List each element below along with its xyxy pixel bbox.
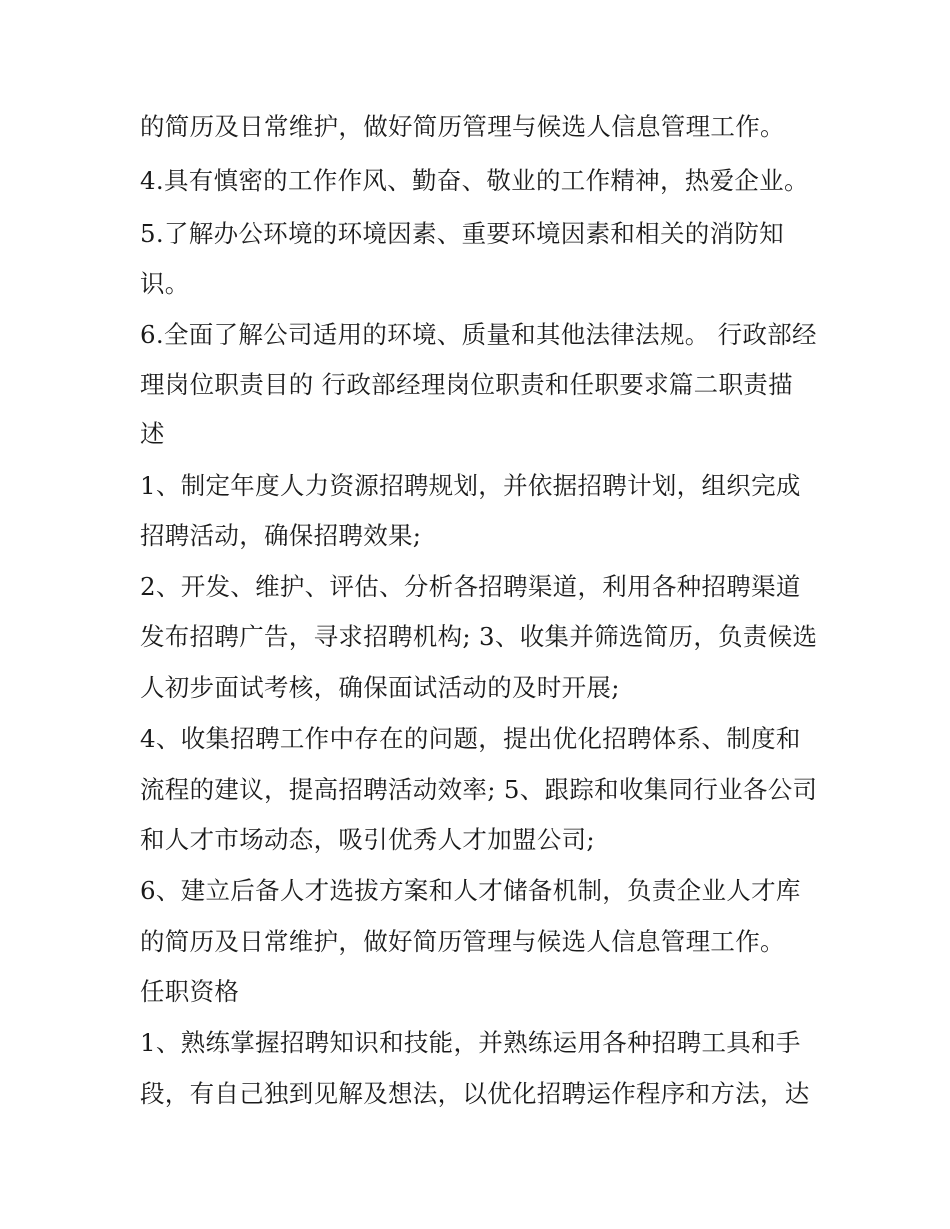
text-line: 招聘活动，确保招聘效果; bbox=[140, 521, 422, 550]
text-line: 6.全面了解公司适用的环境、质量和其他法律法规。 行政部经 bbox=[140, 320, 817, 349]
text-line: 5.了解办公环境的环境因素、重要环境因素和相关的消防知 bbox=[140, 219, 784, 248]
text-line: 2、开发、维护、评估、分析各招聘渠道，利用各种招聘渠道 bbox=[140, 572, 801, 601]
text-line: 1、熟练掌握招聘知识和技能，并熟练运用各种招聘工具和手 bbox=[140, 1028, 801, 1057]
text-line: 和人才市场动态，吸引优秀人才加盟公司; bbox=[140, 825, 595, 854]
text-line: 4.具有慎密的工作作风、勤奋、敬业的工作精神，热爱企业。 bbox=[140, 166, 809, 195]
text-line: 人初步面试考核，确保面试活动的及时开展; bbox=[140, 673, 620, 702]
text-line: 识。 bbox=[140, 269, 190, 298]
text-line: 段，有自己独到见解及想法，以优化招聘运作程序和方法，达 bbox=[140, 1079, 810, 1108]
text-line: 的简历及日常维护，做好简历管理与候选人信息管理工作。 bbox=[140, 112, 785, 141]
text-line: 理岗位职责目的 行政部经理岗位职责和任职要求篇二职责描 bbox=[140, 370, 793, 399]
section-heading: 任职资格 bbox=[140, 977, 240, 1006]
text-line: 述 bbox=[140, 419, 165, 448]
text-line: 4、收集招聘工作中存在的问题，提出优化招聘体系、制度和 bbox=[140, 724, 801, 753]
text-line: 6、建立后备人才选拔方案和人才储备机制，负责企业人才库 bbox=[140, 876, 801, 905]
text-line: 1、制定年度人力资源招聘规划，并依据招聘计划，组织完成 bbox=[140, 471, 801, 500]
text-line: 流程的建议，提高招聘活动效率; 5、跟踪和收集同行业各公司 bbox=[140, 775, 818, 804]
text-line: 的简历及日常维护，做好简历管理与候选人信息管理工作。 bbox=[140, 927, 785, 956]
text-line: 发布招聘广告，寻求招聘机构; 3、收集并筛选简历，负责候选 bbox=[140, 622, 818, 651]
